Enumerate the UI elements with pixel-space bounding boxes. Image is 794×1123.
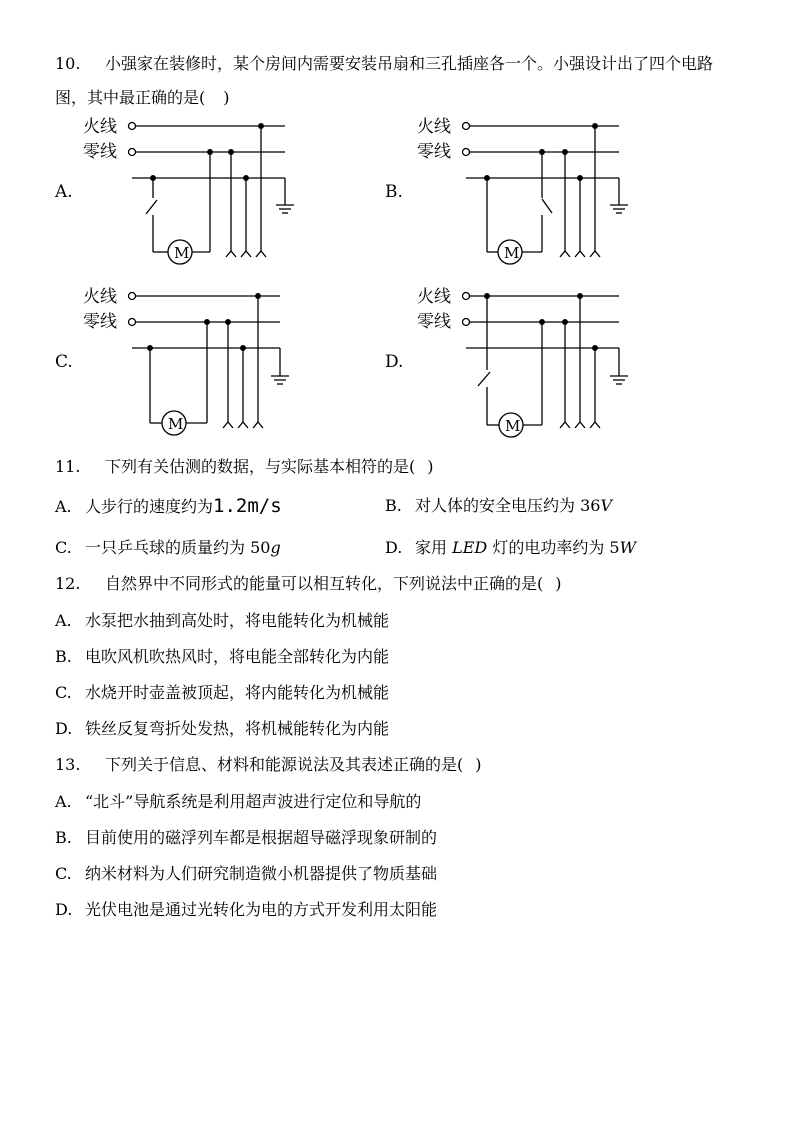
q11-option-b-unit: V xyxy=(600,496,613,515)
q13-option-c xyxy=(55,862,437,886)
q11-option-b-letter: B. xyxy=(385,496,402,515)
q10-diagram-a xyxy=(80,110,295,270)
q10-line2 xyxy=(55,86,230,110)
q12-stem xyxy=(55,572,562,596)
q12-option-b xyxy=(55,645,389,669)
q11-option-a-value: 1.2m/s xyxy=(213,495,282,517)
q12-option-text: 电吹风机吹热风时，将电能全部转化为内能 xyxy=(85,647,390,666)
q12-option-letter: C. xyxy=(55,683,72,702)
q13-paren-close: ) xyxy=(475,755,482,774)
q12-option-c xyxy=(55,681,389,705)
q10-line1 xyxy=(55,52,713,76)
motor-symbol: M xyxy=(505,417,521,435)
q10-diagram-c xyxy=(80,280,295,440)
q12-option-d xyxy=(55,717,389,741)
q11-stem xyxy=(55,455,434,479)
q13-option-text: “北斗”导航系统是利用超声波进行定位和导航的 xyxy=(85,792,422,811)
neutral-wire-label: 零线 xyxy=(417,312,451,332)
q13-text: 下列关于信息、材料和能源说法及其表述正确的是( xyxy=(105,755,464,774)
q12-option-letter: A. xyxy=(55,611,72,630)
q11-option-c-text: 一只乒乓球的质量约为 50 xyxy=(85,538,271,557)
motor-symbol: M xyxy=(504,244,520,262)
q10-diagram-b xyxy=(414,110,629,270)
live-wire-label: 火线 xyxy=(83,117,117,137)
q10-option-d-label: D. xyxy=(385,352,404,372)
q12-option-text: 水烧开时壶盖被顶起，将内能转化为机械能 xyxy=(85,683,390,702)
q11-option-d-letter: D. xyxy=(385,538,403,557)
q10-option-c-label: C. xyxy=(55,352,73,372)
neutral-wire-label: 零线 xyxy=(83,312,117,332)
q10-number: 10. xyxy=(55,54,81,73)
q12-option-letter: D. xyxy=(55,719,73,738)
q11-option-a-text: 人步行的速度约为 xyxy=(85,497,214,516)
q12-option-text: 水泵把水抽到高处时，将电能转化为机械能 xyxy=(85,611,390,630)
q13-option-text: 光伏电池是通过光转化为电的方式开发利用太阳能 xyxy=(85,900,438,919)
q12-text: 自然界中不同形式的能量可以相互转化，下列说法中正确的是( xyxy=(105,574,544,593)
live-wire-label: 火线 xyxy=(83,287,117,307)
q13-option-d xyxy=(55,898,437,922)
q11-option-c xyxy=(55,536,281,560)
q10-text-line2: 图，其中最正确的是( xyxy=(55,88,206,107)
q13-option-letter: C. xyxy=(55,864,72,883)
q10-diagram-d xyxy=(414,280,629,440)
q13-option-text: 纳米材料为人们研究制造微小机器提供了物质基础 xyxy=(85,864,438,883)
q10-option-a-label: A. xyxy=(55,182,73,202)
q10-paren-close: ) xyxy=(223,88,230,107)
q11-option-a-letter: A. xyxy=(55,497,72,516)
q12-paren-close: ) xyxy=(555,574,562,593)
q11-option-d-text2: 灯的电功率约为 5 xyxy=(492,538,620,557)
q11-option-d xyxy=(385,536,636,560)
q11-option-a xyxy=(55,494,282,519)
q13-stem xyxy=(55,753,482,777)
neutral-wire-label: 零线 xyxy=(417,142,451,162)
q11-number: 11. xyxy=(55,457,81,476)
q11-option-b xyxy=(385,494,612,518)
q13-option-letter: D. xyxy=(55,900,73,919)
q12-option-letter: B. xyxy=(55,647,72,666)
q13-option-letter: B. xyxy=(55,828,72,847)
q11-option-d-unit: W xyxy=(619,538,637,557)
q11-option-c-unit: g xyxy=(270,538,281,557)
q10-text-line1: 小强家在装修时，某个房间内需要安装吊扇和三孔插座各一个。小强设计出了四个电路 xyxy=(105,54,714,73)
q13-option-a xyxy=(55,790,421,814)
q13-option-b xyxy=(55,826,437,850)
q11-option-d-text1: 家用 xyxy=(415,538,448,557)
q13-option-text: 目前使用的磁浮列车都是根据超导磁浮现象研制的 xyxy=(85,828,438,847)
q13-option-letter: A. xyxy=(55,792,72,811)
motor-symbol: M xyxy=(174,244,190,262)
q11-option-d-italic: LED xyxy=(452,538,488,557)
q11-paren-close: ) xyxy=(427,457,434,476)
q12-option-text: 铁丝反复弯折处发热，将机械能转化为内能 xyxy=(85,719,390,738)
q11-option-c-letter: C. xyxy=(55,538,72,557)
live-wire-label: 火线 xyxy=(417,287,451,307)
q11-text: 下列有关估测的数据，与实际基本相符的是( xyxy=(105,457,416,476)
neutral-wire-label: 零线 xyxy=(83,142,117,162)
motor-symbol: M xyxy=(168,415,184,433)
q10-option-b-label: B. xyxy=(385,182,403,202)
q13-number: 13. xyxy=(55,755,81,774)
live-wire-label: 火线 xyxy=(417,117,451,137)
q11-option-b-text: 对人体的安全电压约为 36 xyxy=(415,496,601,515)
q12-number: 12. xyxy=(55,574,81,593)
q12-option-a xyxy=(55,609,389,633)
